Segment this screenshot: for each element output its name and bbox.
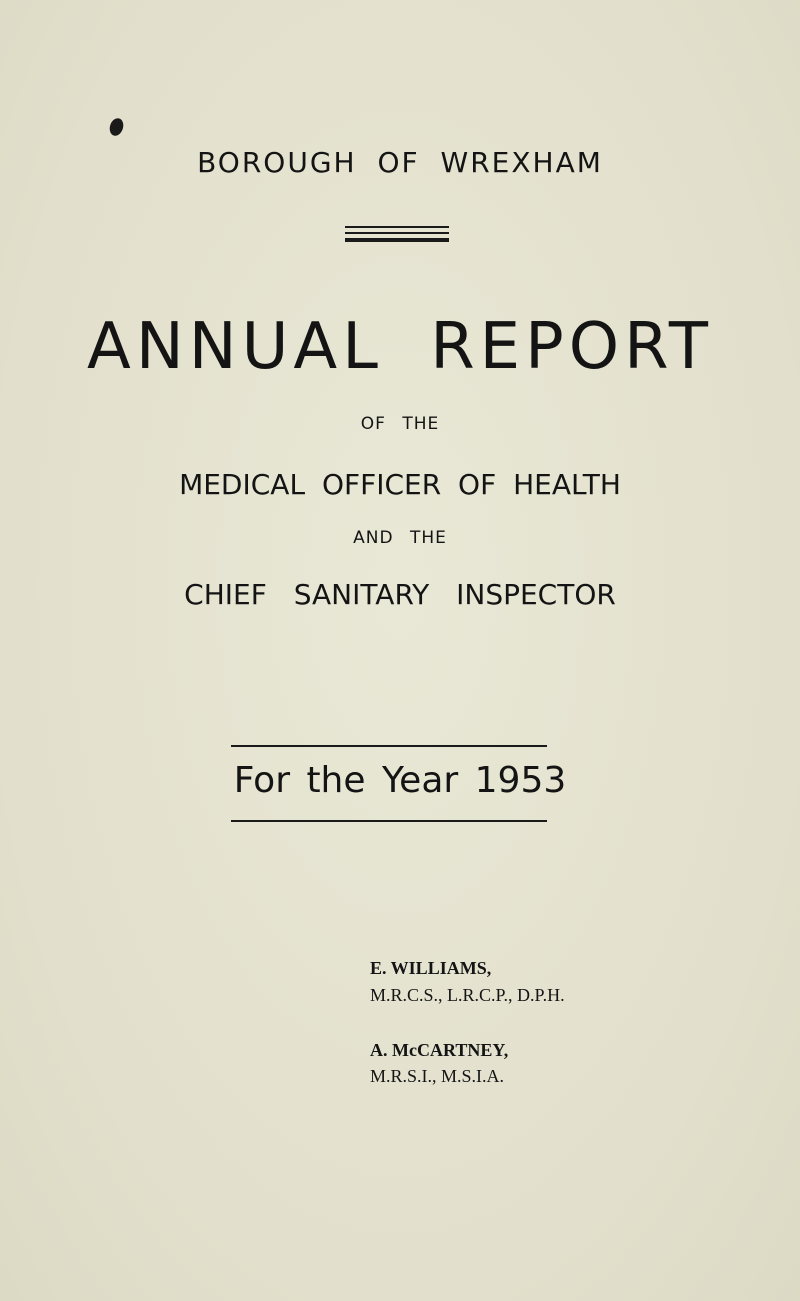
- inspector-heading: CHIEF SANITARY INSPECTOR: [184, 578, 616, 611]
- year-rule-bottom: [231, 820, 547, 822]
- signatory-name: A. McCARTNEY,: [370, 1040, 509, 1060]
- decorative-rule: [345, 238, 449, 242]
- of-the-label: OF THE: [360, 414, 440, 434]
- signatory-qualifications: M.R.C.S., L.R.C.P., D.P.H.: [370, 985, 565, 1005]
- and-the-label: AND THE: [353, 528, 447, 548]
- report-year: For the Year 1953: [233, 760, 567, 801]
- signatory-qualifications: M.R.S.I., M.S.I.A.: [370, 1066, 505, 1086]
- borough-heading: BOROUGH OF WREXHAM: [197, 146, 603, 179]
- medical-officer-heading: MEDICAL OFFICER OF HEALTH: [179, 468, 621, 501]
- ink-spot: [108, 116, 126, 137]
- year-rule-top: [231, 745, 547, 747]
- decorative-rule: [345, 232, 449, 234]
- signatory-name: E. WILLIAMS,: [370, 958, 492, 978]
- report-title: ANNUAL REPORT: [87, 310, 713, 384]
- decorative-rule: [345, 226, 449, 228]
